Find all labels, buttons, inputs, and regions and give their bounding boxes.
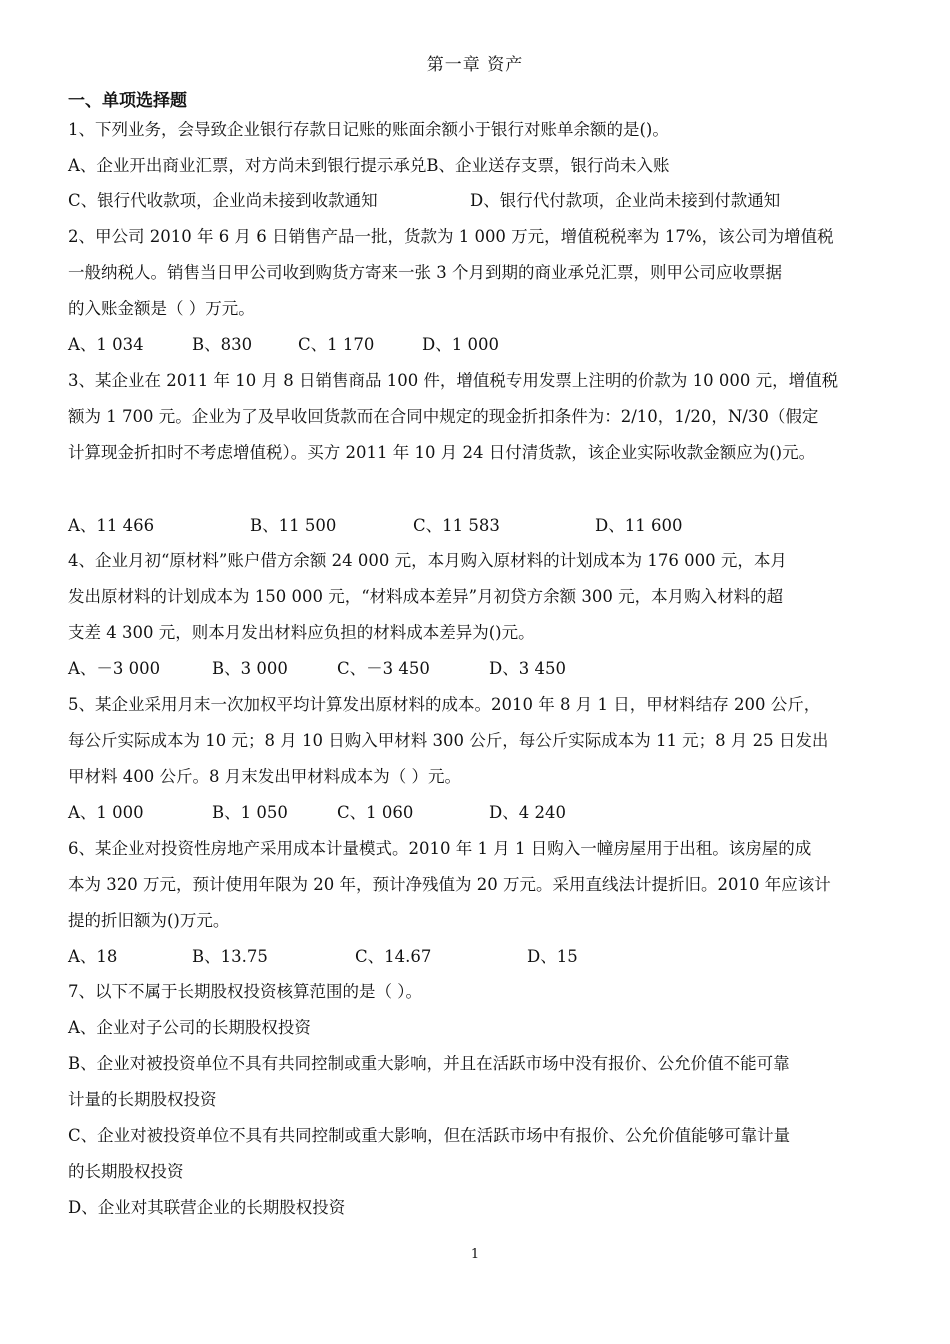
question-1-option-d: D、银行代付款项，企业尚未接到付款通知 xyxy=(470,191,781,210)
question-6-option-c: C、14.67 xyxy=(355,947,432,966)
question-5-line-1: 5、某企业采用月末一次加权平均计算发出原材料的成本。2010 年 8 月 1 日，甲材料结存 200 公斤， xyxy=(68,695,821,714)
question-2-option-a: A、1 034 xyxy=(68,335,144,354)
question-3-option-b: B、11 500 xyxy=(250,516,337,535)
question-6-line-1: 6、某企业对投资性房地产采用成本计量模式。2010 年 1 月 1 日购入一幢房屋用于出租。该房屋的成 xyxy=(68,839,812,858)
question-1-options-ab: A、企业开出商业汇票，对方尚未到银行提示承兑B、企业送存支票，银行尚未入账 xyxy=(68,156,670,175)
question-2-option-c: C、1 170 xyxy=(298,335,375,354)
question-5-option-a: A、1 000 xyxy=(68,803,144,822)
question-5-option-b: B、1 050 xyxy=(212,803,288,822)
question-4-line-1: 4、企业月初“原材料”账户借方余额 24 000 元，本月购入原材料的计划成本为 176 000 元，本月 xyxy=(68,551,787,570)
chapter-title: 第一章 资产 xyxy=(426,55,524,75)
section-heading: 一、单项选择题 xyxy=(68,91,187,111)
question-2-option-d: D、1 000 xyxy=(422,335,499,354)
question-4-option-a: A、－3 000 xyxy=(68,659,161,678)
question-6-line-2: 本为 320 万元，预计使用年限为 20 年，预计净残值为 20 万元。采用直线法计提折旧。2010 年应该计 xyxy=(68,875,831,894)
question-7-stem: 7、以下不属于长期股权投资核算范围的是（ ）。 xyxy=(68,982,422,1001)
question-7-option-a: A、企业对子公司的长期股权投资 xyxy=(68,1018,311,1037)
question-4-option-b: B、3 000 xyxy=(212,659,288,678)
page-number: 1 xyxy=(470,1247,480,1262)
question-1-option-c: C、银行代收款项，企业尚未接到收款通知 xyxy=(68,191,378,210)
question-7-option-c-line-2: 的长期股权投资 xyxy=(68,1162,184,1181)
question-3-line-1: 3、某企业在 2011 年 10 月 8 日销售商品 100 件，增值税专用发票上注明的价款为 10 000 元，增值税 xyxy=(68,371,839,390)
question-3-line-2: 额为 1 700 元。企业为了及早收回货款而在合同中规定的现金折扣条件为：2/10，1/20，N/30（假定 xyxy=(68,407,819,426)
question-7-option-c-line-1: C、企业对被投资单位不具有共同控制或重大影响，但在活跃市场中有报价、公允价值能够可靠计量 xyxy=(68,1126,791,1145)
question-6-option-d: D、15 xyxy=(527,947,578,966)
question-5-line-3: 甲材料 400 公斤。8 月末发出甲材料成本为（ ）元。 xyxy=(68,767,461,786)
question-7-option-d: D、企业对其联营企业的长期股权投资 xyxy=(68,1198,346,1217)
question-6-line-3: 提的折旧额为()万元。 xyxy=(68,911,230,930)
question-2-option-b: B、830 xyxy=(192,335,253,354)
question-4-line-3: 支差 4 300 元，则本月发出材料应负担的材料成本差异为()元。 xyxy=(68,623,535,642)
question-3-line-3: 计算现金折扣时不考虑增值税）。买方 2011 年 10 月 24 日付清货款，该企业实际收款金额应为()元。 xyxy=(68,443,816,462)
question-4-option-c: C、－3 450 xyxy=(337,659,430,678)
question-4-option-d: D、3 450 xyxy=(489,659,566,678)
question-2-line-1: 2、甲公司 2010 年 6 月 6 日销售产品一批，货款为 1 000 万元，增值税税率为 17%，该公司为增值税 xyxy=(68,227,834,246)
question-7-option-b-line-2: 计量的长期股权投资 xyxy=(68,1090,217,1109)
question-5-line-2: 每公斤实际成本为 10 元；8 月 10 日购入甲材料 300 公斤，每公斤实际成本为 11 元；8 月 25 日发出 xyxy=(68,731,829,750)
question-2-line-3: 的入账金额是（ ）万元。 xyxy=(68,299,255,318)
question-3-option-d: D、11 600 xyxy=(595,516,683,535)
question-7-option-b-line-1: B、企业对被投资单位不具有共同控制或重大影响，并且在活跃市场中没有报价、公允价值不能可靠 xyxy=(68,1054,790,1073)
question-6-option-a: A、18 xyxy=(68,947,118,966)
question-3-option-c: C、11 583 xyxy=(413,516,500,535)
question-1-stem: 1、下列业务，会导致企业银行存款日记账的账面余额小于银行对账单余额的是()。 xyxy=(68,120,669,139)
question-3-option-a: A、11 466 xyxy=(68,516,155,535)
question-5-option-c: C、1 060 xyxy=(337,803,414,822)
question-6-option-b: B、13.75 xyxy=(192,947,268,966)
question-2-line-2: 一般纳税人。销售当日甲公司收到购货方寄来一张 3 个月到期的商业承兑汇票，则甲公司应收票据 xyxy=(68,263,782,282)
question-4-line-2: 发出原材料的计划成本为 150 000 元，“材料成本差异”月初贷方余额 300 元，本月购入材料的超 xyxy=(68,587,784,606)
question-5-option-d: D、4 240 xyxy=(489,803,566,822)
